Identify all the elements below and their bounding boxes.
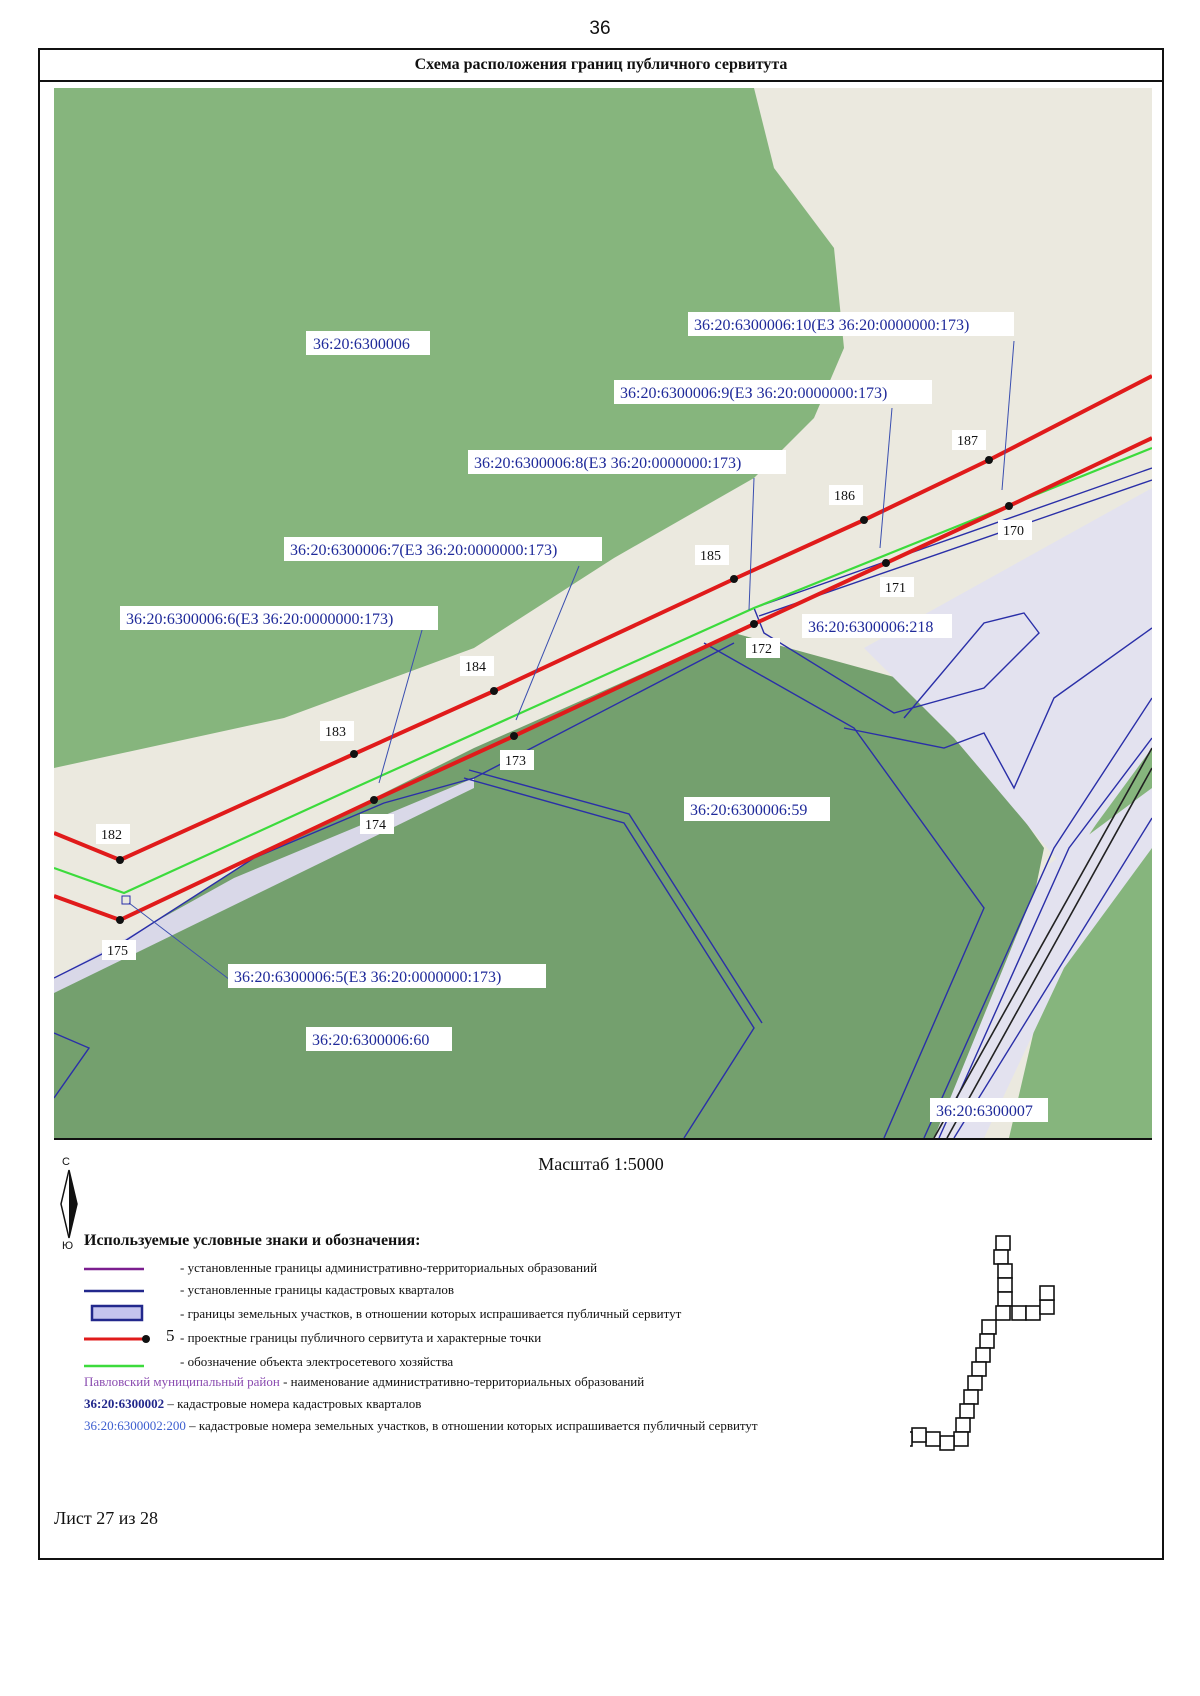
legend-admin-name — [84, 1372, 954, 1392]
legend-admin-boundary — [84, 1258, 954, 1278]
legend-power-object — [84, 1352, 954, 1372]
legend-servitude-boundary-text: - проектные границы публичного сервитута и характерные точки — [180, 1330, 542, 1345]
power-line-symbol — [84, 1352, 174, 1372]
point-label-173: 173 — [505, 754, 526, 769]
point-label-170: 170 — [1003, 524, 1024, 539]
legend-parcel-number-line — [84, 1418, 758, 1434]
legend-admin-boundary-text: - установленные границы административно-территориальных образований — [180, 1260, 598, 1275]
quarter-label-6300007: 36:20:6300007 — [936, 1103, 1033, 1120]
point-label-172: 172 — [751, 642, 772, 657]
parcel-boundary-symbol — [84, 1304, 174, 1324]
quarter-boundary-symbol — [84, 1280, 174, 1300]
parcel-number-desc: – кадастровые номера земельных участков, в отношении которых испрашивается публичный сервитут — [189, 1418, 758, 1433]
parcel-label-5: 36:20:6300006:5(ЕЗ 36:20:0000000:173) — [234, 969, 502, 986]
legend-quarter-boundary-text: - установленные границы кадастровых кварталов — [180, 1282, 455, 1297]
point-label-187: 187 — [957, 434, 978, 449]
legend-quarter-boundary — [84, 1280, 954, 1300]
point-label-175: 175 — [107, 944, 128, 959]
quarter-number-sample: 36:20:6300002 — [84, 1396, 165, 1411]
parcel-number-sample: 36:20:6300002:200 — [84, 1418, 186, 1433]
quarter-label-6300006: 36:20:6300006 — [313, 336, 410, 353]
admin-boundary-symbol — [84, 1258, 174, 1278]
point-label-174: 174 — [365, 818, 386, 833]
point-label-182: 182 — [101, 828, 122, 843]
legend-admin-name-line — [84, 1374, 644, 1390]
map-area[interactable] — [54, 88, 1152, 1140]
legend-parcel-number — [84, 1416, 954, 1436]
legend-quarter-number — [84, 1394, 954, 1414]
point-label-185: 185 — [700, 549, 721, 564]
legend-parcel-boundary-text: - границы земельных участков, в отношении которых испрашивается публичный сервитут — [180, 1306, 682, 1321]
drawing-frame — [38, 48, 1164, 1560]
legend-parcel-boundary — [84, 1304, 954, 1324]
legend-title: Используемые условные знаки и обозначения: — [84, 1232, 421, 1249]
parcel-label-7: 36:20:6300006:7(ЕЗ 36:20:0000000:173) — [290, 542, 558, 559]
parcel-label-60: 36:20:6300006:60 — [312, 1032, 430, 1049]
parcel-label-218: 36:20:6300006:218 — [808, 619, 934, 636]
legend-servitude-boundary — [84, 1328, 954, 1348]
point-label-184: 184 — [465, 660, 486, 675]
parcel-label-10: 36:20:6300006:10(ЕЗ 36:20:0000000:173) — [694, 317, 970, 334]
parcel-label-59: 36:20:6300006:59 — [690, 802, 808, 819]
servitude-point-sample: 5 — [166, 1326, 175, 1345]
servitude-boundary-symbol — [84, 1328, 174, 1348]
admin-name-sample: Павловский муниципальный район — [84, 1374, 280, 1389]
parcel-label-6: 36:20:6300006:6(ЕЗ 36:20:0000000:173) — [126, 611, 394, 628]
point-label-183: 183 — [325, 725, 346, 740]
point-label-186: 186 — [834, 489, 855, 504]
north-label: С — [62, 1156, 70, 1168]
admin-name-desc: - наименование административно-территориальных образований — [283, 1374, 645, 1389]
drawing-title: Схема расположения границ публичного сервитута — [40, 50, 1162, 82]
legend-quarter-number-line — [84, 1396, 421, 1412]
page-number: 36 — [589, 18, 611, 39]
legend-power-object-text: - обозначение объекта электросетевого хозяйства — [180, 1354, 454, 1369]
parcel-label-8: 36:20:6300006:8(ЕЗ 36:20:0000000:173) — [474, 455, 742, 472]
south-label: Ю — [62, 1240, 74, 1252]
parcel-label-9: 36:20:6300006:9(ЕЗ 36:20:0000000:173) — [620, 385, 888, 402]
scale-label: Масштаб 1:5000 — [538, 1154, 664, 1174]
quarter-number-desc: – кадастровые номера кадастровых кварталов — [167, 1396, 422, 1411]
sheet-number: Лист 27 из 28 — [54, 1508, 158, 1528]
sheet-key-map — [910, 1230, 1160, 1490]
point-label-171: 171 — [885, 581, 906, 596]
